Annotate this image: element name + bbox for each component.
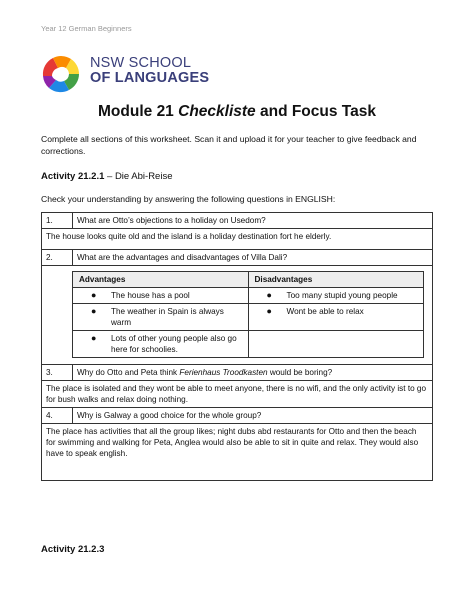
activity-1-dash: – <box>104 171 115 182</box>
disadvantage-item[interactable]: ● Too many stupid young people <box>248 288 424 304</box>
logo-line-1: NSW SCHOOL <box>90 55 192 71</box>
activity-2-heading <box>41 544 104 555</box>
answer-text[interactable]: The house looks quite old and the island is a holiday destination fort he elderly. <box>42 229 433 250</box>
bullet-icon: ● <box>266 290 272 300</box>
answer-row-2 <box>42 266 433 365</box>
advantages-disadvantages-table <box>72 271 424 358</box>
advantage-item[interactable]: ● Lots of other young people also go here for schoolies. <box>73 331 249 358</box>
title-suffix: and Focus Task <box>255 103 376 120</box>
answer-text[interactable]: The place has activities that all the group likes; night dubs abd restaurants for Otto and then the beach for swimming and walking for Peta, Anglea would also be able to sit in quite and relax. They would also have to speak english. <box>42 424 433 481</box>
bullet-icon: ● <box>91 333 97 343</box>
advantages-header: Advantages <box>73 272 249 288</box>
bullet-icon: ● <box>266 306 272 316</box>
bullet-icon: ● <box>91 290 97 300</box>
question-text: Why do Otto and Peta think Ferienhaus Troodkasten would be boring? <box>73 365 433 381</box>
answer-row-1 <box>42 229 433 250</box>
question-row-2 <box>42 250 433 266</box>
question-italic: Ferienhaus Troodkasten <box>179 368 268 377</box>
header-note: Year 12 German Beginners <box>41 24 132 33</box>
question-text: Why is Galway a good choice for the whole group? <box>73 408 433 424</box>
answer-cell <box>42 266 433 365</box>
activity-2-label: Activity 21.2.3 <box>41 544 105 555</box>
bullet-icon: ● <box>91 306 97 316</box>
page-title <box>0 103 474 121</box>
activity-1-heading <box>41 171 173 182</box>
disadvantages-header: Disadvantages <box>248 272 424 288</box>
logo-line-2: OF LANGUAGES <box>90 70 210 86</box>
question-row-4 <box>42 408 433 424</box>
title-prefix: Module 21 <box>98 103 179 120</box>
question-row-3 <box>42 365 433 381</box>
question-number: 4. <box>42 408 73 424</box>
disadvantage-item[interactable]: ● Wont be able to relax <box>248 304 424 331</box>
answer-text[interactable]: The place is isolated and they wont be able to meet anyone, there is no wifi, and the only activity ist to go for bush walks and relax doing nothing. <box>42 381 433 408</box>
activity-1-label: Activity 21.2.1 <box>41 171 105 182</box>
answer-row-3 <box>42 381 433 408</box>
disadvantage-item[interactable] <box>248 331 424 358</box>
question-number: 3. <box>42 365 73 381</box>
logo-wordmark <box>90 56 209 86</box>
advantage-item[interactable]: ● The weather in Spain is always warm <box>73 304 249 331</box>
question-text: What are the advantages and disadvantages of Villa Dali? <box>73 250 433 266</box>
intro-text: Complete all sections of this worksheet. Scan it and upload it for your teacher to give feedback and corrections. <box>41 134 417 156</box>
advantage-item[interactable]: ● The house has a pool <box>73 288 249 304</box>
answer-row-4 <box>42 424 433 481</box>
activity-1-name: Die Abi-Reise <box>114 171 173 182</box>
questions-table <box>41 212 433 481</box>
question-row-1 <box>42 213 433 229</box>
question-number: 1. <box>42 213 73 229</box>
title-italic: Checkliste <box>178 103 256 120</box>
question-number: 2. <box>42 250 73 266</box>
question-text: What are Otto’s objections to a holiday on Usedom? <box>73 213 433 229</box>
instruction-text: Check your understanding by answering the following questions in ENGLISH: <box>41 194 336 204</box>
